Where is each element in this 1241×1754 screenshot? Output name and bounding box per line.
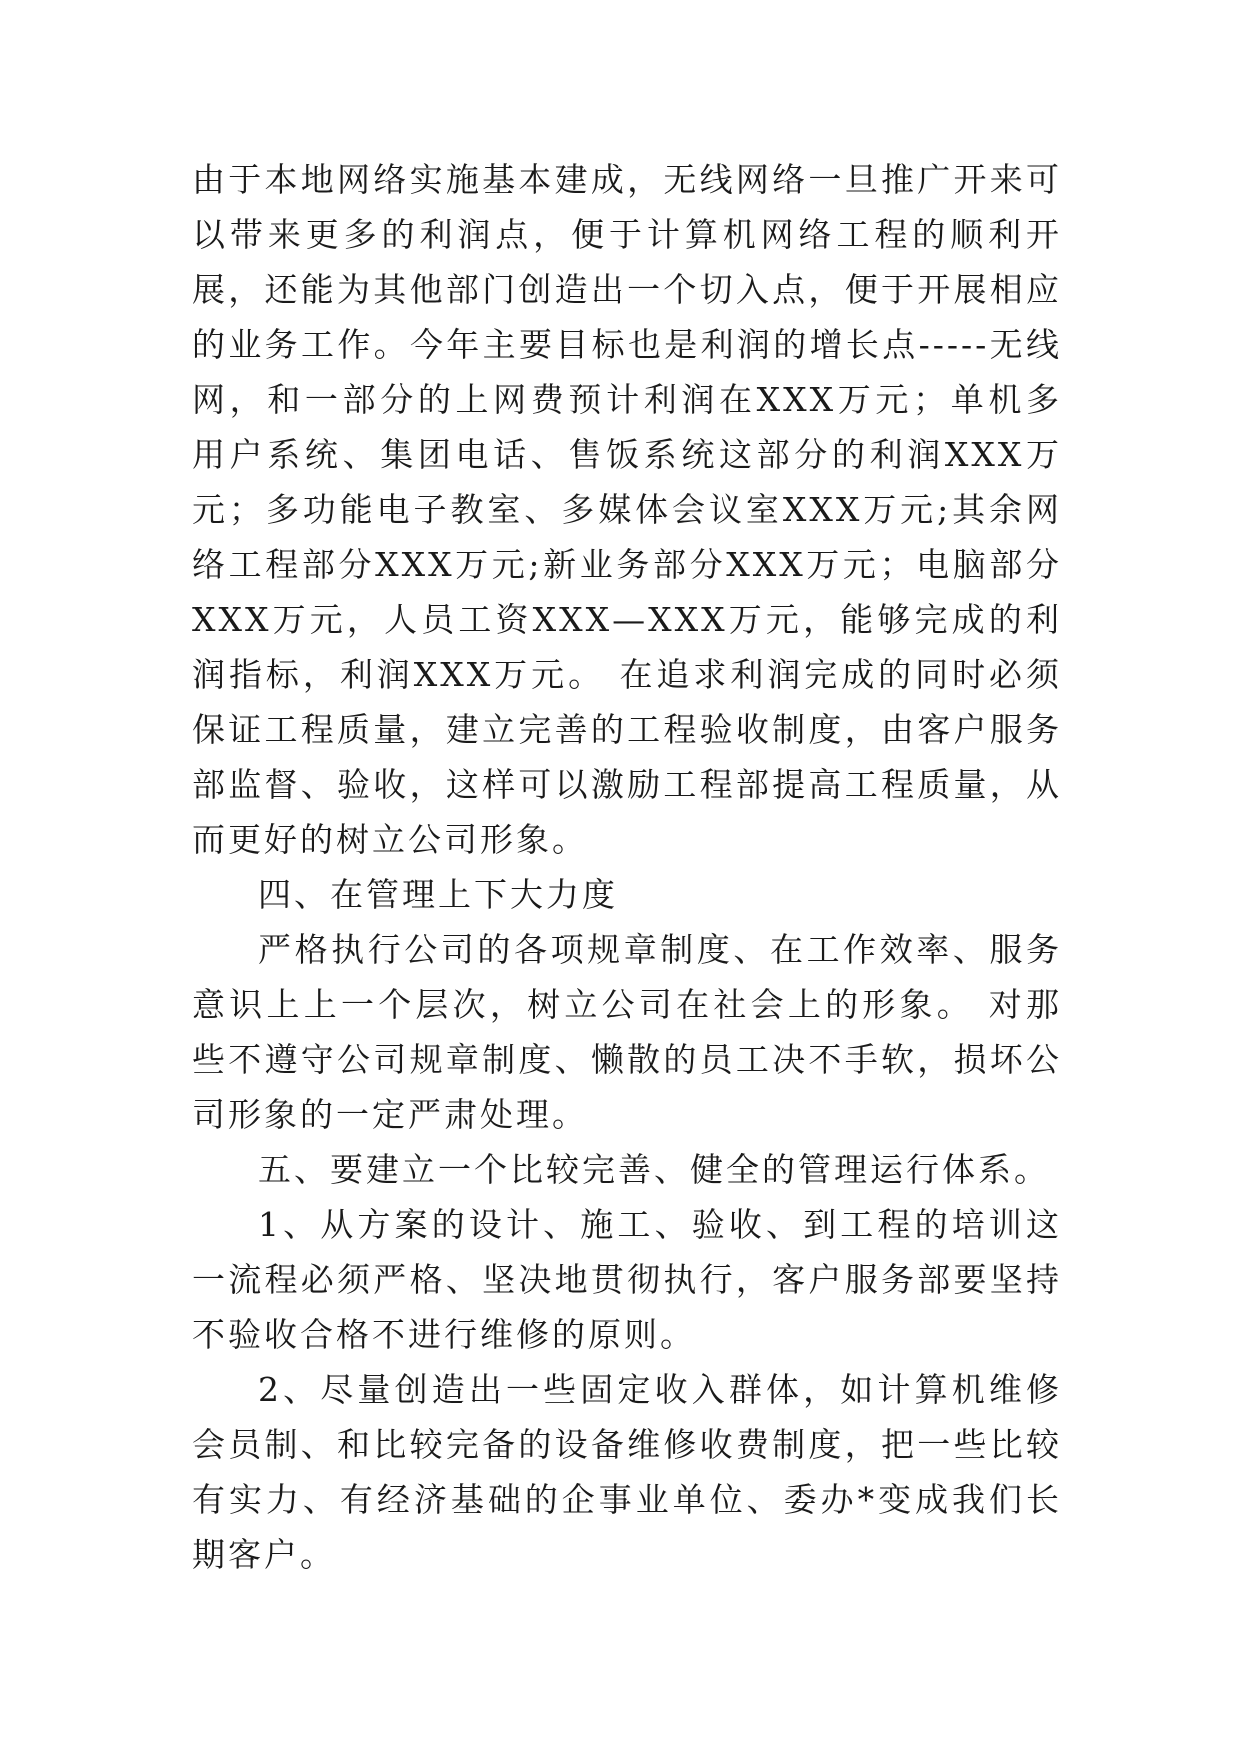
- list-item-fixed-income: 2、尽量创造出一些固定收入群体，如计算机维修会员制、和比较完备的设备维修收费制度，把一些比较有实力、有经济基础的企事业单位、委办*变成我们长期客户。: [192, 1370, 1062, 1574]
- paragraph-rules-enforcement: 严格执行公司的各项规章制度、在工作效率、服务意识上上一个层次，树立公司在社会上的形象。 对那些不遵守公司规章制度、懒散的员工决不手软，损坏公司形象的一定严肃处理。: [192, 930, 1062, 1134]
- section-heading-management: 四、在管理上下大力度: [258, 875, 618, 914]
- list-item-process: 1、从方案的设计、施工、验收、到工程的培训这一流程必须严格、坚决地贯彻执行，客户服务部要坚持不验收合格不进行维修的原则。: [192, 1205, 1062, 1354]
- document-body: [192, 152, 1062, 1582]
- section-heading-management-system: 五、要建立一个比较完善、健全的管理运行体系。: [258, 1150, 1050, 1189]
- paragraph-profit-targets: 由于本地网络实施基本建成，无线网络一旦推广开来可以带来更多的利润点，便于计算机网络工程的顺利开展，还能为其他部门创造出一个切入点，便于开展相应的业务工作。今年主要目标也是利润的增长点-----无线网，和一部分的上网费预计利润在XXX万元；单机多用户系统、集团电话、售饭系统这部分的利润XXX万元；多功能电子教室、多媒体会议室XXX万元;其余网络工程部分XXX万元;新业务部分XXX万元；电脑部分XXX万元，人员工资XXX—XXX万元，能够完成的利润指标，利润XXX万元。 在追求利润完成的同时必须保证工程质量，建立完善的工程验收制度，由客户服务部监督、验收，这样可以激励工程部提高工程质量，从而更好的树立公司形象。: [192, 160, 1062, 859]
